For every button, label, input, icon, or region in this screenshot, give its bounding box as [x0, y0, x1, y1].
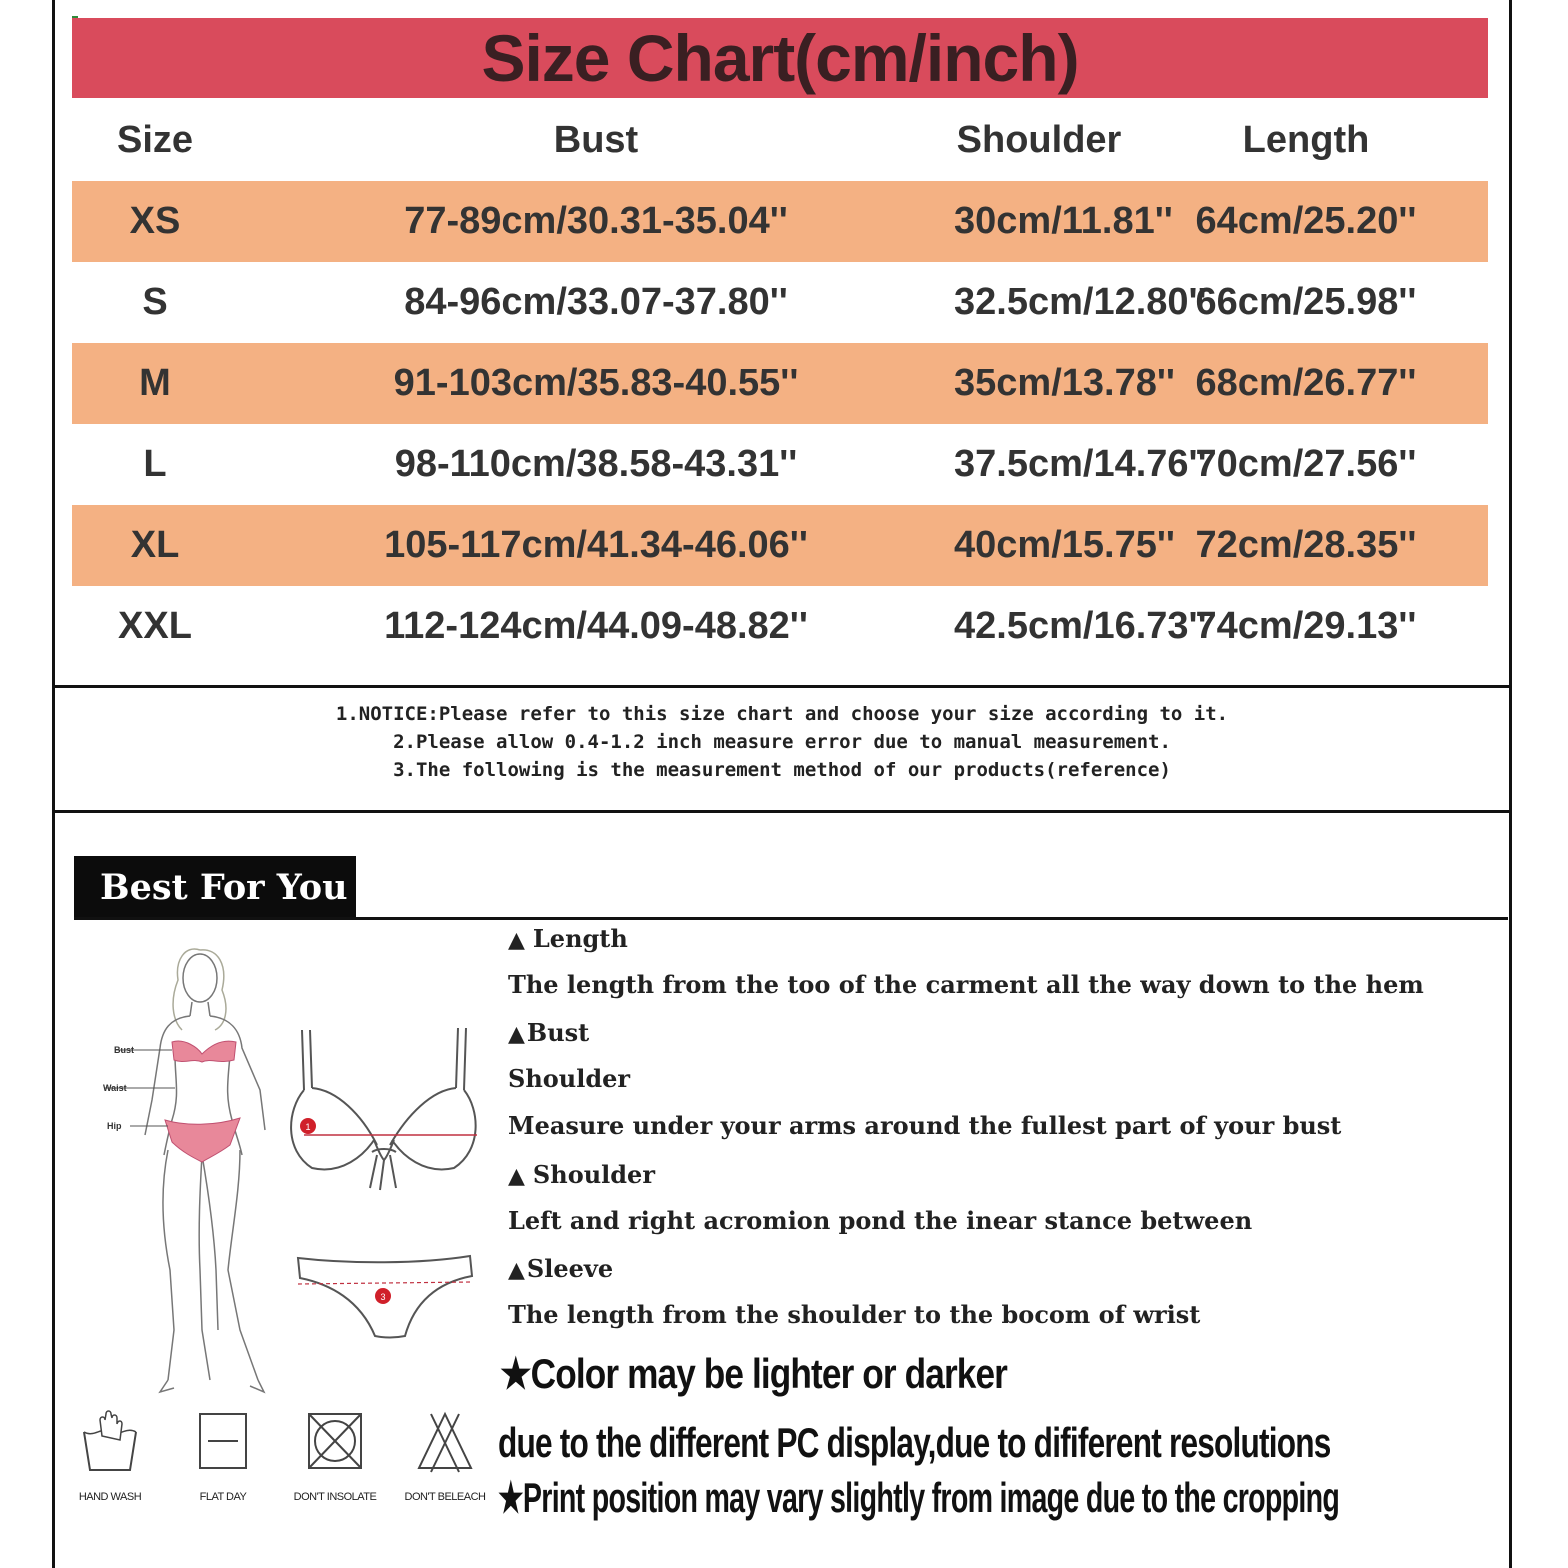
- cell-bust: 77-89cm/30.31-35.04'': [404, 200, 788, 242]
- cell-size: M: [139, 362, 171, 404]
- cell-length: 72cm/28.35'': [1195, 524, 1417, 566]
- care-label: DON'T INSOLATE: [293, 1491, 377, 1503]
- care-label: DON'T BELEACH: [404, 1491, 486, 1503]
- cell-length: 64cm/25.20'': [1195, 200, 1417, 242]
- cell-shoulder: 42.5cm/16.73'': [954, 605, 1207, 647]
- title-bar: [72, 18, 1488, 98]
- care-label: HAND WASH: [78, 1491, 142, 1503]
- cell-bust: 105-117cm/41.34-46.06'': [384, 524, 808, 566]
- cell-bust: 91-103cm/35.83-40.55'': [393, 362, 799, 404]
- notice-block: [52, 700, 1512, 784]
- note-display: due to the different PC display,due to dififerent resolutions: [498, 1420, 1331, 1467]
- dont-bleach-icon: [415, 1410, 475, 1474]
- table-row: [72, 586, 1488, 667]
- notice-line-1: 1.NOTICE:Please refer to this size chart and choose your size according to it.: [335, 703, 1229, 725]
- cell-shoulder: 37.5cm/14.76'': [954, 443, 1207, 485]
- hand-wash-icon: [80, 1410, 140, 1474]
- cell-shoulder: 40cm/15.75'': [954, 524, 1175, 566]
- triangle-icon: ▲: [508, 1257, 525, 1283]
- dont-tumble-dry-icon: [303, 1410, 367, 1474]
- cell-bust: 112-124cm/44.09-48.82'': [384, 605, 808, 647]
- cell-size: XXL: [118, 605, 192, 647]
- table-row: [72, 262, 1488, 343]
- cell-length: 68cm/26.77'': [1195, 362, 1417, 404]
- marker-3: 3: [380, 1292, 386, 1302]
- header-shoulder: Shoulder: [956, 119, 1122, 161]
- marker-1: 1: [305, 1122, 311, 1132]
- cell-bust: 84-96cm/33.07-37.80'': [404, 281, 788, 323]
- table-row: [72, 505, 1488, 586]
- cell-length: 66cm/25.98'': [1195, 281, 1417, 323]
- header-length: Length: [1242, 119, 1370, 161]
- notice-line-2: 2.Please allow 0.4-1.2 inch measure error due to manual measurement.: [393, 731, 1171, 753]
- length-title-line: [508, 924, 628, 953]
- care-item-dont-bleach: [400, 1410, 490, 1503]
- bra-illustration: [282, 1020, 487, 1195]
- shoulder-title-line: [508, 1160, 655, 1189]
- care-item-flat-dry: [190, 1410, 256, 1503]
- cell-size: XS: [129, 200, 181, 242]
- header-size: Size: [116, 119, 194, 161]
- note-color: ★Color may be lighter or darker: [500, 1351, 1008, 1398]
- best-for-you-rule: [74, 917, 1508, 920]
- cell-shoulder: 30cm/11.81'': [954, 200, 1173, 242]
- bust-desc: Measure under your arms around the fullest part of your bust: [508, 1111, 1342, 1140]
- table-row: [72, 424, 1488, 505]
- label-waist: Waist: [103, 1083, 127, 1093]
- bust-sub: Shoulder: [508, 1064, 631, 1093]
- flat-dry-icon: [196, 1410, 250, 1474]
- model-figure-illustration: [90, 930, 290, 1400]
- cell-size: S: [142, 281, 168, 323]
- care-item-hand-wash: [72, 1410, 148, 1503]
- triangle-icon: ▲: [508, 1021, 525, 1047]
- sleeve-title-line: [508, 1254, 613, 1283]
- triangle-icon: ▲: [508, 927, 525, 953]
- panty-illustration: [290, 1250, 480, 1345]
- cell-size: L: [143, 443, 167, 485]
- bust-title: Bust: [526, 1018, 590, 1047]
- triangle-icon: ▲: [508, 1163, 525, 1189]
- bust-title-line: [508, 1018, 589, 1047]
- cell-length: 70cm/27.56'': [1195, 443, 1417, 485]
- length-desc: The length from the too of the carment all the way down to the hem: [508, 970, 1424, 999]
- table-row: [72, 181, 1488, 262]
- sleeve-desc: The length from the shoulder to the bocom of wrist: [508, 1300, 1201, 1329]
- label-bust: Bust: [114, 1045, 134, 1055]
- size-table: [72, 100, 1488, 667]
- label-hip: Hip: [107, 1121, 122, 1131]
- best-for-you-label: Best For You: [100, 866, 348, 908]
- note-print: ★Print position may vary slightly from image due to the cropping: [498, 1475, 1340, 1522]
- shoulder-title: Shoulder: [532, 1160, 655, 1189]
- cell-length: 74cm/29.13'': [1195, 605, 1417, 647]
- care-item-dont-insolate: [290, 1410, 380, 1503]
- care-label: FLAT DAY: [199, 1491, 247, 1503]
- header-bust: Bust: [553, 119, 639, 161]
- table-header-row: [72, 100, 1488, 181]
- best-for-you-tab: [74, 856, 356, 918]
- cell-shoulder: 32.5cm/12.80'': [954, 281, 1207, 323]
- cell-bust: 98-110cm/38.58-43.31'': [394, 443, 798, 485]
- table-row: [72, 343, 1488, 424]
- cell-shoulder: 35cm/13.78'': [954, 362, 1175, 404]
- page-title: Size Chart(cm/inch): [481, 21, 1079, 95]
- sleeve-title: Sleeve: [526, 1254, 614, 1283]
- notice-line-3: 3.The following is the measurement method of our products(reference): [393, 759, 1171, 781]
- shoulder-desc: Left and right acromion pond the inear stance between: [508, 1206, 1253, 1235]
- cell-size: XL: [130, 524, 180, 566]
- length-title: Length: [532, 924, 628, 953]
- divider-top: [52, 685, 1512, 688]
- divider-bottom: [52, 810, 1512, 813]
